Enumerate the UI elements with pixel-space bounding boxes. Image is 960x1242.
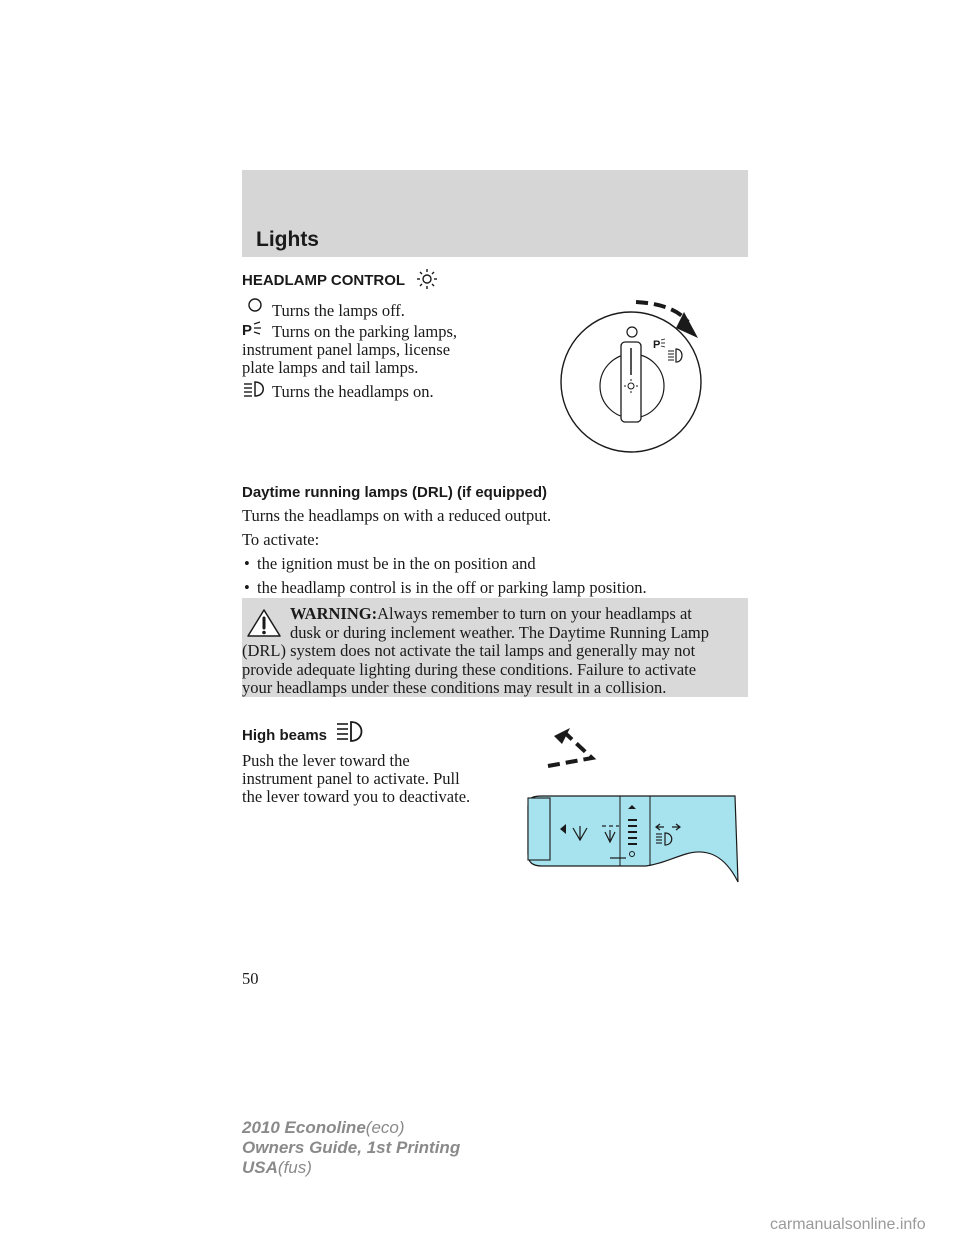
parking-description-line2: instrument panel lamps, license <box>242 340 451 359</box>
headlamp-beam-icon <box>242 380 268 398</box>
watermark: carmanualsonline.info <box>770 1216 926 1233</box>
high-beams-line2: instrument panel to activate. Pull <box>242 769 460 788</box>
warning-text <box>242 605 738 698</box>
warning-line4: provide adequate lighting during these conditions. Failure to activate <box>242 659 697 679</box>
headlamp-sun-icon <box>416 268 438 290</box>
off-circle-icon <box>247 297 263 313</box>
off-description: Turns the lamps off. <box>272 301 405 320</box>
footer-model: 2010 Econoline <box>242 1118 366 1137</box>
footer-region-line <box>242 1158 312 1178</box>
bullet-dot-icon: • <box>244 578 250 597</box>
svg-text:P: P <box>242 322 253 339</box>
parking-lamp-icon <box>242 320 266 338</box>
footer-region-code: (fus) <box>277 1158 312 1177</box>
parking-description-line1: Turns on the parking lamps, <box>272 322 458 341</box>
warning-line5: your headlamps under these conditions may result in a collision. <box>242 678 667 697</box>
page-number: 50 <box>242 969 259 988</box>
footer-model-line <box>242 1118 405 1138</box>
high-beams-line1: Push the lever toward the <box>242 751 410 770</box>
warning-box <box>242 598 748 697</box>
warning-label: WARNING: <box>290 604 378 623</box>
warning-line1: Always remember to turn on your headlamps at <box>377 604 692 623</box>
drl-bullet-2: the headlamp control is in the off or parking lamp position. <box>257 578 647 597</box>
section-header-band <box>242 170 748 257</box>
headlamp-switch-illustration <box>560 298 720 458</box>
high-beam-icon <box>335 719 367 743</box>
drl-heading: Daytime running lamps (DRL) (if equipped) <box>242 484 548 501</box>
headlamps-on-description: Turns the headlamps on. <box>272 382 434 401</box>
drl-bullet-1: the ignition must be in the on position and <box>257 554 536 573</box>
warning-line2: dusk or during inclement weather. The Daytime Running Lamp <box>290 622 709 642</box>
headlamp-control-heading: HEADLAMP CONTROL <box>242 272 406 289</box>
high-beams-line3: the lever toward you to deactivate. <box>242 787 471 806</box>
footer-region: USA <box>242 1158 278 1177</box>
svg-text:P: P <box>653 339 661 351</box>
warning-line3: (DRL) system does not activate the tail lamps and generally may not <box>242 641 696 660</box>
bullet-dot-icon: • <box>244 554 250 573</box>
high-beams-heading: High beams <box>242 727 328 744</box>
drl-activate-label: To activate: <box>242 530 320 549</box>
footer-guide: Owners Guide, 1st Printing <box>242 1138 461 1157</box>
parking-description-line3: plate lamps and tail lamps. <box>242 358 419 377</box>
footer-model-code: (eco) <box>365 1118 405 1137</box>
drl-description: Turns the headlamps on with a reduced output. <box>242 506 552 525</box>
multifunction-lever-illustration <box>510 756 745 886</box>
section-title: Lights <box>256 228 319 251</box>
